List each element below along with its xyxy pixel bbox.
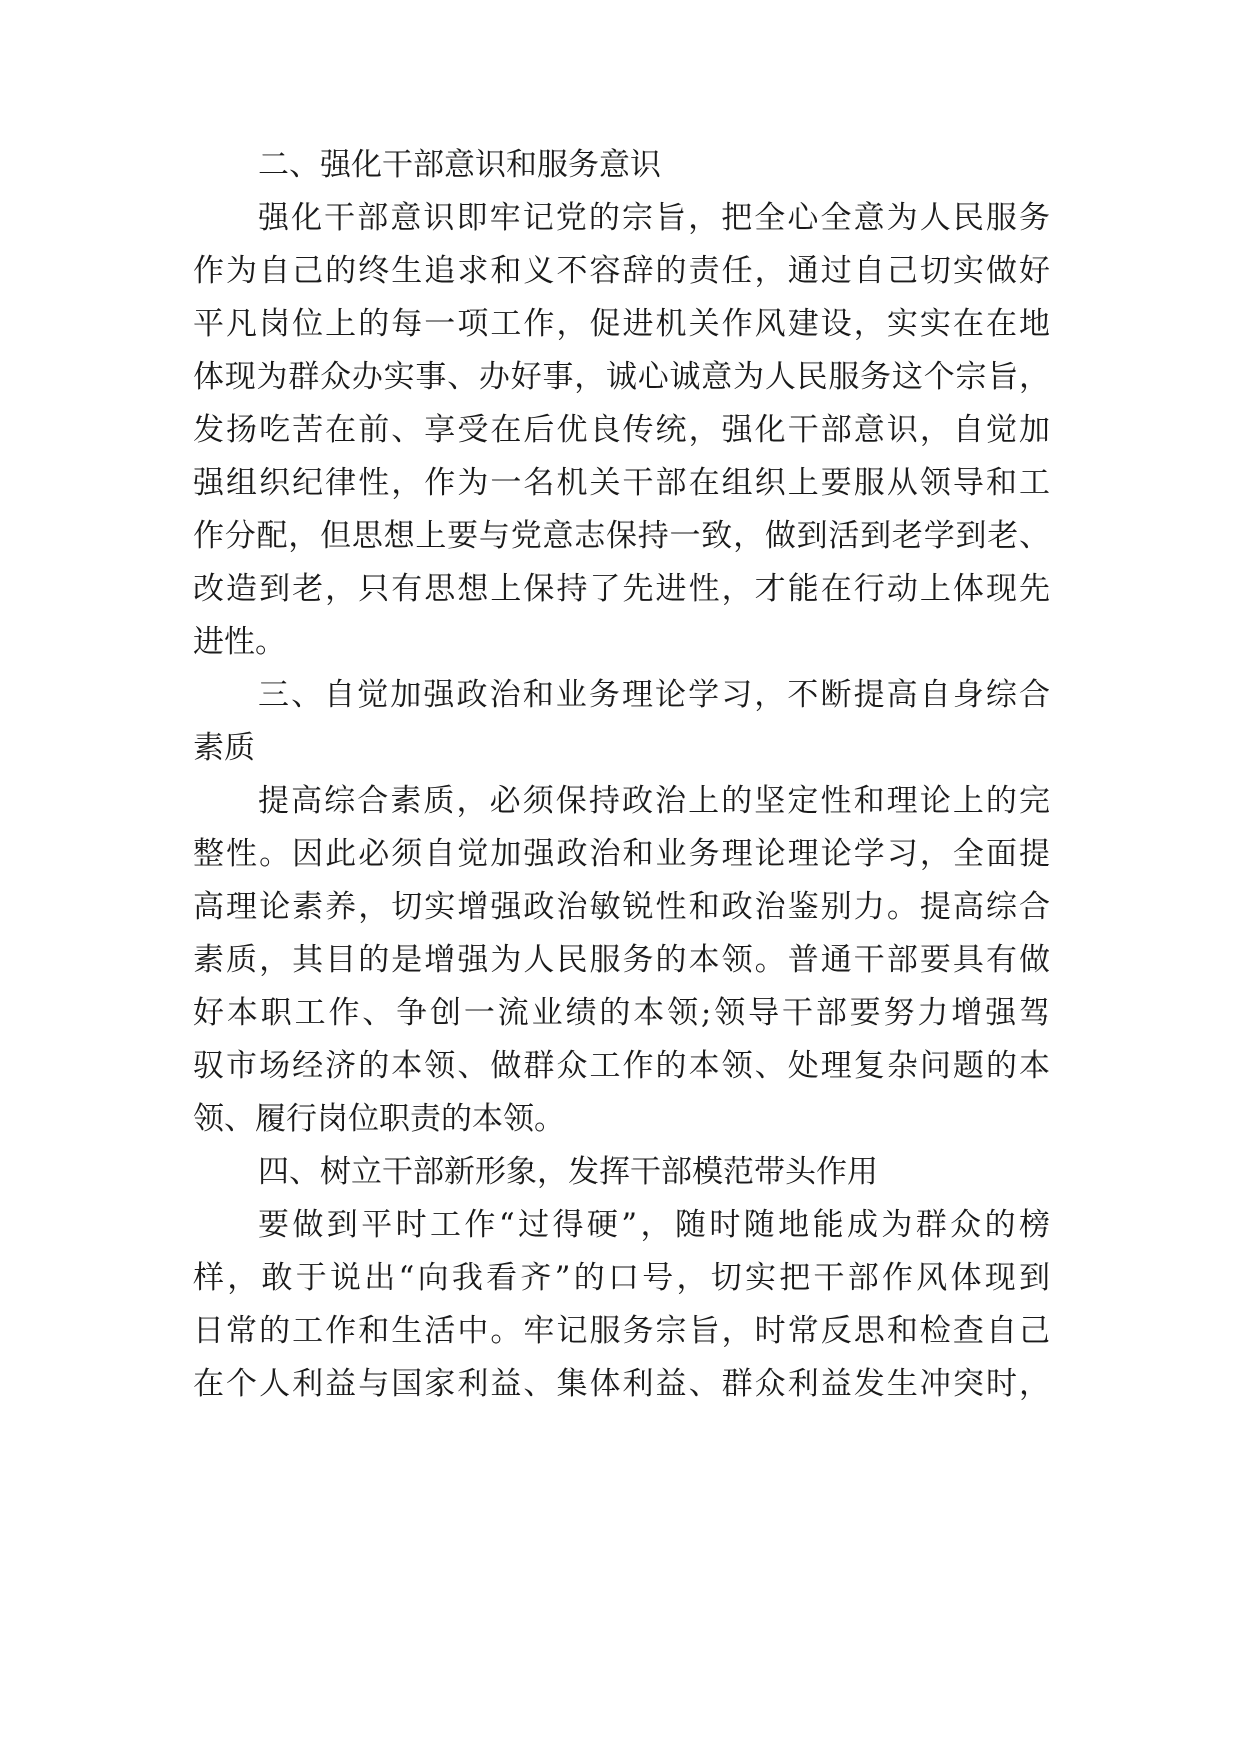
section-heading-3-cont: 素质: [193, 730, 255, 766]
paragraph-line: 驭市场经济的本领、做群众工作的本领、处理复杂问题的本: [193, 1048, 1050, 1084]
section-heading-4: 四、树立干部新形象，发挥干部模范带头作用: [258, 1154, 878, 1190]
paragraph-line: 领、履行岗位职责的本领。: [193, 1101, 565, 1137]
paragraph-line: 样，敢于说出“向我看齐”的口号，切实把干部作风体现到: [193, 1260, 1050, 1296]
paragraph-line: 强化干部意识即牢记党的宗旨，把全心全意为人民服务: [258, 200, 1050, 236]
paragraph-line: 提高综合素质，必须保持政治上的坚定性和理论上的完: [258, 783, 1050, 819]
paragraph-line: 日常的工作和生活中。牢记服务宗旨，时常反思和检查自己: [193, 1313, 1050, 1349]
paragraph-line: 体现为群众办实事、办好事，诚心诚意为人民服务这个宗旨，: [193, 359, 1050, 395]
paragraph-line: 平凡岗位上的每一项工作，促进机关作风建设，实实在在地: [193, 306, 1050, 342]
section-heading-3: 三、自觉加强政治和业务理论学习，不断提高自身综合: [258, 677, 1050, 713]
paragraph-line: 高理论素养，切实增强政治敏锐性和政治鉴别力。提高综合: [193, 889, 1050, 925]
paragraph-line: 作分配，但思想上要与党意志保持一致，做到活到老学到老、: [193, 518, 1050, 554]
section-heading-2: 二、强化干部意识和服务意识: [258, 147, 661, 183]
paragraph-line: 要做到平时工作“过得硬”，随时随地能成为群众的榜: [258, 1207, 1050, 1243]
paragraph-line: 强组织纪律性，作为一名机关干部在组织上要服从领导和工: [193, 465, 1050, 501]
paragraph-line: 素质，其目的是增强为人民服务的本领。普通干部要具有做: [193, 942, 1050, 978]
paragraph-line: 好本职工作、争创一流业绩的本领;领导干部要努力增强驾: [193, 995, 1050, 1031]
paragraph-line: 整性。因此必须自觉加强政治和业务理论理论学习，全面提: [193, 836, 1050, 872]
paragraph-line: 作为自己的终生追求和义不容辞的责任，通过自己切实做好: [193, 253, 1050, 289]
paragraph-line: 进性。: [193, 624, 286, 660]
paragraph-line: 发扬吃苦在前、享受在后优良传统，强化干部意识，自觉加: [193, 412, 1050, 448]
paragraph-line: 改造到老，只有思想上保持了先进性，才能在行动上体现先: [193, 571, 1050, 607]
paragraph-line: 在个人利益与国家利益、集体利益、群众利益发生冲突时，: [193, 1366, 1050, 1402]
